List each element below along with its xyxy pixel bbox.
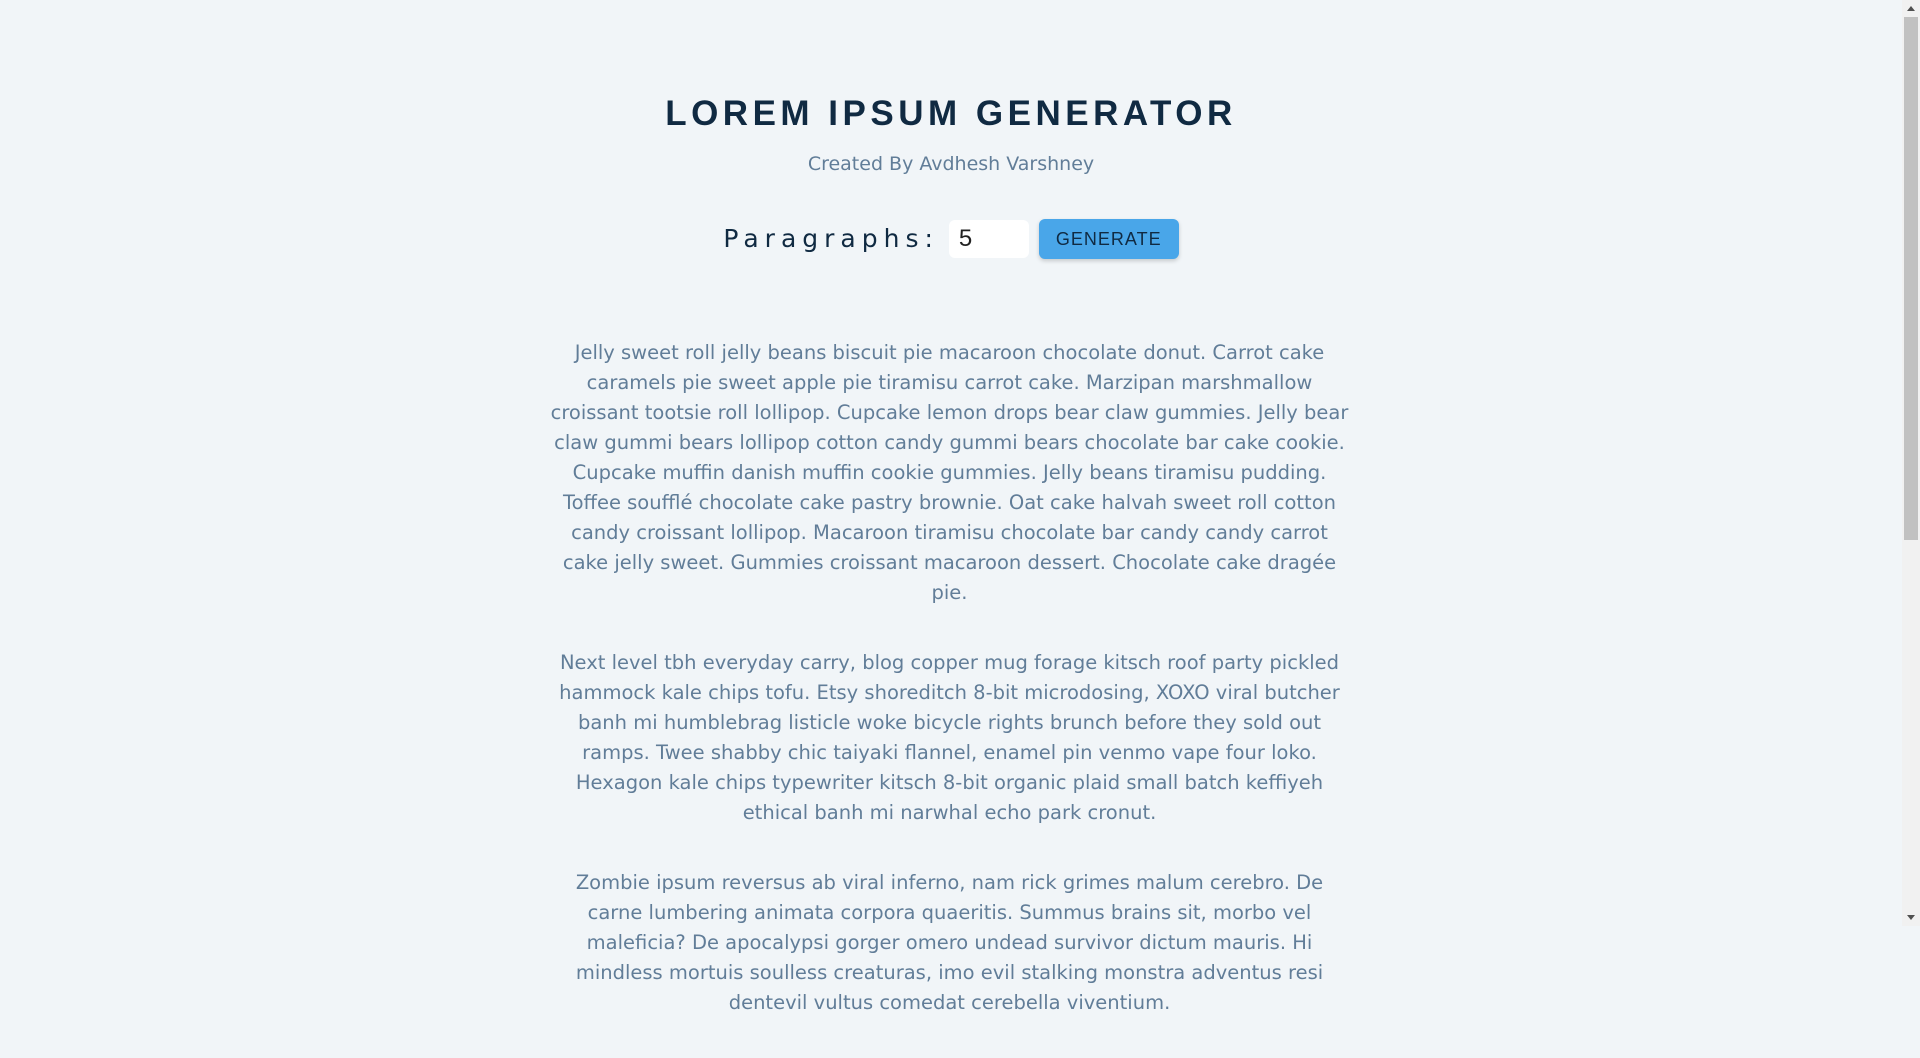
generated-paragraph: Jelly sweet roll jelly beans biscuit pie macaroon chocolate donut. Carrot cake caramels pie sweet apple pie tiramisu carrot cake. Marzipan marshmallow croissant tootsie roll lollipop. Cupcake lemon drops bear claw gummies. Jelly bear claw gummi bears lollipop cotton candy gummi bears chocolate bar cake cookie. Cupcake muffin danish muffin cookie gummies. Jelly beans tiramisu pudding. Toffee soufflé chocolate cake pastry brownie. Oat cake halvah sweet roll cotton candy croissant lollipop. Macaroon tiramisu chocolate bar candy candy carrot cake jelly sweet. Gummies croissant macaroon dessert. Chocolate cake dragée pie.	[550, 341, 1349, 604]
generated-text	[549, 338, 1350, 1058]
generated-paragraph: Zombie ipsum reversus ab viral inferno, nam rick grimes malum cerebro. De carne lumbering animata corpora quaeritis. Summus brains sit, morbo vel maleficia? De apocalypsi gorger omero undead survivor dictum mauris. Hi mindless mortuis soulless creaturas, imo evil stalking monstra adventus resi dentevil vultus comedat cerebella viventium.	[575, 871, 1324, 1014]
scroll-down-icon[interactable]	[1902, 909, 1920, 926]
paragraphs-count-input[interactable]	[949, 220, 1029, 258]
scrollbar-thumb[interactable]	[1904, 17, 1918, 540]
vertical-scrollbar[interactable]	[1902, 0, 1920, 926]
scroll-up-icon[interactable]	[1902, 0, 1920, 17]
paragraphs-label: Paragraphs:	[723, 224, 939, 253]
page-title: LOREM IPSUM GENERATOR	[665, 94, 1237, 133]
generate-button[interactable]: GENERATE	[1039, 219, 1179, 259]
generated-paragraph: Next level tbh everyday carry, blog copper mug forage kitsch roof party pickled hammock kale chips tofu. Etsy shoreditch 8-bit microdosing, XOXO viral butcher banh mi humblebrag listicle woke bicycle rights brunch before they sold out ramps. Twee shabby chic taiyaki flannel, enamel pin venmo vape four loko. Hexagon kale chips typewriter kitsch 8-bit organic plaid small batch keffiyeh ethical banh mi narwhal echo park cronut.	[559, 651, 1340, 824]
generator-form	[0, 218, 1902, 260]
author-credit: Created By Avdhesh Varshney	[807, 153, 1095, 175]
